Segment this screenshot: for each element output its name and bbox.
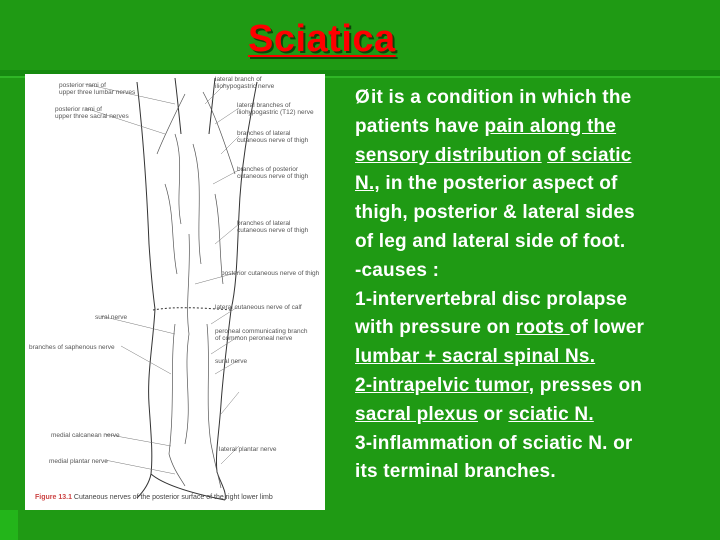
label-sural-nerve-right: sural nerve [215, 358, 248, 365]
corner-accent [0, 510, 18, 540]
anatomy-figure [25, 74, 325, 510]
text-line-9: with pressure on roots of lower [355, 317, 645, 339]
label-lateral-cutaneous-thigh-1: branches of lateral cutaneous nerve of thigh [237, 130, 309, 144]
text-line-14: its terminal branches. [355, 461, 556, 483]
text-line-11: 2-intrapelvic tumor, presses on [355, 374, 643, 396]
label-medial-plantar: medial plantar nerve [49, 458, 108, 465]
label-medial-calcanean: medial calcanean nerve [51, 432, 120, 439]
figure-caption [35, 494, 273, 501]
caption-text: Cutaneous nerves of the posterior surface of the right lower limb [73, 494, 273, 501]
text-line-12: sacral plexus or sciatic N. [355, 403, 594, 425]
label-peroneal-communicating: peroneal communicating branch of common peroneal nerve [215, 328, 308, 342]
text-line-1: Øit is a condition in which the [355, 84, 717, 113]
label-iliohypogastric: lateral branch of iliohypogastric nerve [215, 76, 275, 90]
body-text [355, 84, 717, 487]
text-line-causes: -causes : [355, 259, 440, 281]
text-line-2: patients have pain along the [355, 115, 617, 137]
label-posterior-rami-lumbar: posterior rami of upper three lumbar nerves [59, 82, 136, 96]
text-line-5: thigh, posterior & lateral sides [355, 202, 635, 224]
text-line-10: lumbar + sacral spinal Ns. [355, 346, 596, 368]
text-line-13: 3-inflammation of sciatic N. or [355, 432, 633, 454]
label-saphenous-branches: branches of saphenous nerve [29, 344, 115, 351]
label-sural-nerve-left: sural nerve [95, 314, 128, 321]
label-lateral-branches-t12: lateral branches of iliohypogastric (T12) nerve [237, 102, 314, 116]
label-lateral-cutaneous-thigh-2: branches of lateral cutaneous nerve of thigh [237, 220, 309, 234]
arrow-bullet-icon: Ø [355, 87, 370, 108]
label-posterior-cutaneous-branches: branches of posterior cutaneous nerve of thigh [237, 166, 309, 180]
label-lateral-plantar: lateral plantar nerve [219, 446, 277, 453]
caption-figure-number: Figure 13.1 [35, 494, 72, 501]
label-posterior-rami-sacral: posterior rami of upper three sacral nerves [55, 106, 129, 120]
text-line-6: of leg and lateral side of foot. [355, 230, 626, 252]
label-posterior-cutaneous-thigh: posterior cutaneous nerve of thigh [221, 270, 320, 277]
text-line-3: sensory distribution of sciatic [355, 144, 632, 166]
text-line-8: 1-intervertebral disc prolapse [355, 288, 628, 310]
text-line-4: N., in the posterior aspect of [355, 173, 618, 195]
label-lateral-cutaneous-calf: lateral cutaneous nerve of calf [215, 304, 302, 311]
slide-title: Sciatica [248, 18, 396, 60]
